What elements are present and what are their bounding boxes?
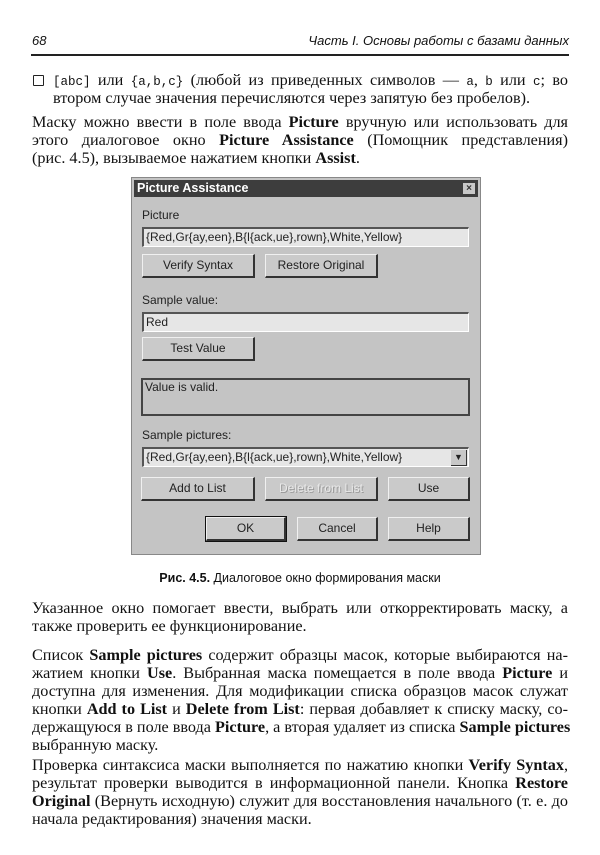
text-segment: , <box>563 756 569 774</box>
code-term: c <box>532 75 541 89</box>
text-segment: или <box>90 71 131 89</box>
use-button[interactable]: Use <box>388 477 470 501</box>
dialog-title: Picture Assistance <box>137 181 249 195</box>
sample-value-input[interactable]: Red <box>142 312 469 332</box>
text-line <box>32 736 568 754</box>
bold-term: Sample pictures <box>459 718 571 736</box>
verify-syntax-button[interactable]: Verify Syntax <box>142 254 255 278</box>
text-segment: втором случае значения перечисляются через запятую без пробелов). <box>53 89 531 107</box>
bold-term: Picture <box>215 718 266 736</box>
text-segment: : первая добавляет к списку маску, со- <box>299 700 569 718</box>
text-line <box>32 700 568 718</box>
text-line <box>32 149 568 167</box>
running-header: Часть I. Основы работы с базами данных <box>308 33 569 48</box>
text-segment: кнопки <box>32 700 87 718</box>
help-button[interactable]: Help <box>388 517 470 541</box>
text-segment: и <box>552 664 568 682</box>
picture-input[interactable]: {Red,Gr{ay,een},B{l{ack,ue},rown},White,Yellow} <box>142 227 469 247</box>
text-segment: и <box>167 700 186 718</box>
sample-value-label: Sample value: <box>142 293 219 307</box>
bullet-item <box>53 71 568 107</box>
text-segment: (Вернуть исходную) служит для восстановления начального (т. е. до <box>90 792 568 810</box>
paragraph <box>32 599 568 635</box>
bold-term: Use <box>147 664 173 682</box>
paragraph <box>32 646 571 754</box>
text-segment: Проверка синтаксиса маски выполняется по нажатию кнопки <box>32 756 469 774</box>
text-segment: содержит образцы масок, которые выбираются на- <box>202 646 568 664</box>
text-segment: (рис. 4.5), вызываемое нажатием кнопки <box>32 149 316 167</box>
intro-paragraph <box>32 113 568 167</box>
text-segment: (любой из приведенных символов — <box>183 71 467 89</box>
text-segment: или <box>492 71 533 89</box>
bold-term: Assist <box>315 149 356 167</box>
text-segment: жатием кнопки <box>32 664 147 682</box>
text-line <box>32 774 568 792</box>
bold-term: Picture Assistance <box>219 131 354 149</box>
text-segment: . Выбранная маска помещается в поле ввода <box>172 664 503 682</box>
ok-button[interactable]: OK <box>206 517 286 541</box>
text-line <box>53 71 568 89</box>
caption-label: Рис. 4.5. <box>159 571 211 585</box>
sample-pictures-selected: {Red,Gr{ay,een},B{l{ack,ue},rown},White,Yellow} <box>146 450 403 464</box>
page-number: 68 <box>32 33 47 48</box>
text-line <box>32 682 568 700</box>
sample-pictures-combobox[interactable] <box>142 447 469 467</box>
text-line <box>32 792 568 810</box>
text-line <box>32 617 568 635</box>
text-line <box>32 113 568 131</box>
bold-term: Delete from List <box>185 700 300 718</box>
bold-term: Restore <box>515 774 568 792</box>
header-rule <box>31 54 569 56</box>
text-segment: , <box>473 71 486 89</box>
cancel-button[interactable]: Cancel <box>297 517 378 541</box>
picture-assistance-dialog <box>131 177 481 555</box>
code-term: a <box>466 75 474 89</box>
bold-term: Picture <box>502 664 553 682</box>
text-line <box>32 599 568 617</box>
text-line <box>32 646 568 664</box>
text-segment: этого диалоговое окно <box>32 131 220 149</box>
add-to-list-button[interactable]: Add to List <box>141 477 255 501</box>
delete-from-list-button[interactable]: Delete from List <box>265 477 378 501</box>
bold-term: Verify Syntax <box>468 756 564 774</box>
text-segment: , а вторая удаляет из списка <box>265 718 460 736</box>
text-segment: выбранную маску. <box>32 736 159 754</box>
text-segment: Список <box>32 646 90 664</box>
text-segment: держащуюся в поле ввода <box>32 718 216 736</box>
bold-term: Original <box>32 792 91 810</box>
test-value-button[interactable]: Test Value <box>142 337 255 361</box>
text-segment: также проверить ее функционирование. <box>32 617 307 635</box>
text-segment: Маску можно ввести в поле ввода <box>32 113 289 131</box>
code-term: {a,b,c} <box>130 75 184 89</box>
close-icon[interactable]: × <box>463 183 475 194</box>
figure-caption <box>0 571 600 585</box>
text-line <box>32 756 568 774</box>
code-term: b <box>485 75 493 89</box>
dialog-title-bar <box>134 180 478 197</box>
text-line <box>53 89 568 107</box>
text-line <box>32 718 571 736</box>
text-segment: ; во <box>540 71 569 89</box>
text-segment: (Помощник представления) <box>353 131 569 149</box>
checkbox-bullet-icon <box>33 75 44 86</box>
text-segment: вручную или использовать для <box>338 113 568 131</box>
picture-label: Picture <box>142 208 180 222</box>
text-segment: доступна для изменения. Для модификации списка образцов масок служат <box>32 682 568 700</box>
dropdown-arrow-icon[interactable]: ▼ <box>451 450 467 466</box>
restore-original-button[interactable]: Restore Original <box>265 254 378 278</box>
bold-term: Sample pictures <box>89 646 203 664</box>
text-line <box>32 131 568 149</box>
bold-term: Picture <box>288 113 339 131</box>
text-line <box>32 664 568 682</box>
text-line <box>32 810 568 828</box>
text-segment: начала редактирования) значения маски. <box>32 810 312 828</box>
text-segment: Указанное окно помогает ввести, выбрать или откорректировать маску, а <box>32 599 568 617</box>
info-panel: Value is valid. <box>141 378 470 416</box>
sample-pictures-label: Sample pictures: <box>142 428 232 442</box>
text-segment: результат проверки выводится в информационной панели. Кнопка <box>32 774 516 792</box>
bold-term: Add to List <box>86 700 168 718</box>
caption-text: Диалоговое окно формирования маски <box>210 571 441 585</box>
code-term: [abc] <box>53 75 91 89</box>
text-segment: . <box>355 149 360 167</box>
paragraph <box>32 756 568 828</box>
